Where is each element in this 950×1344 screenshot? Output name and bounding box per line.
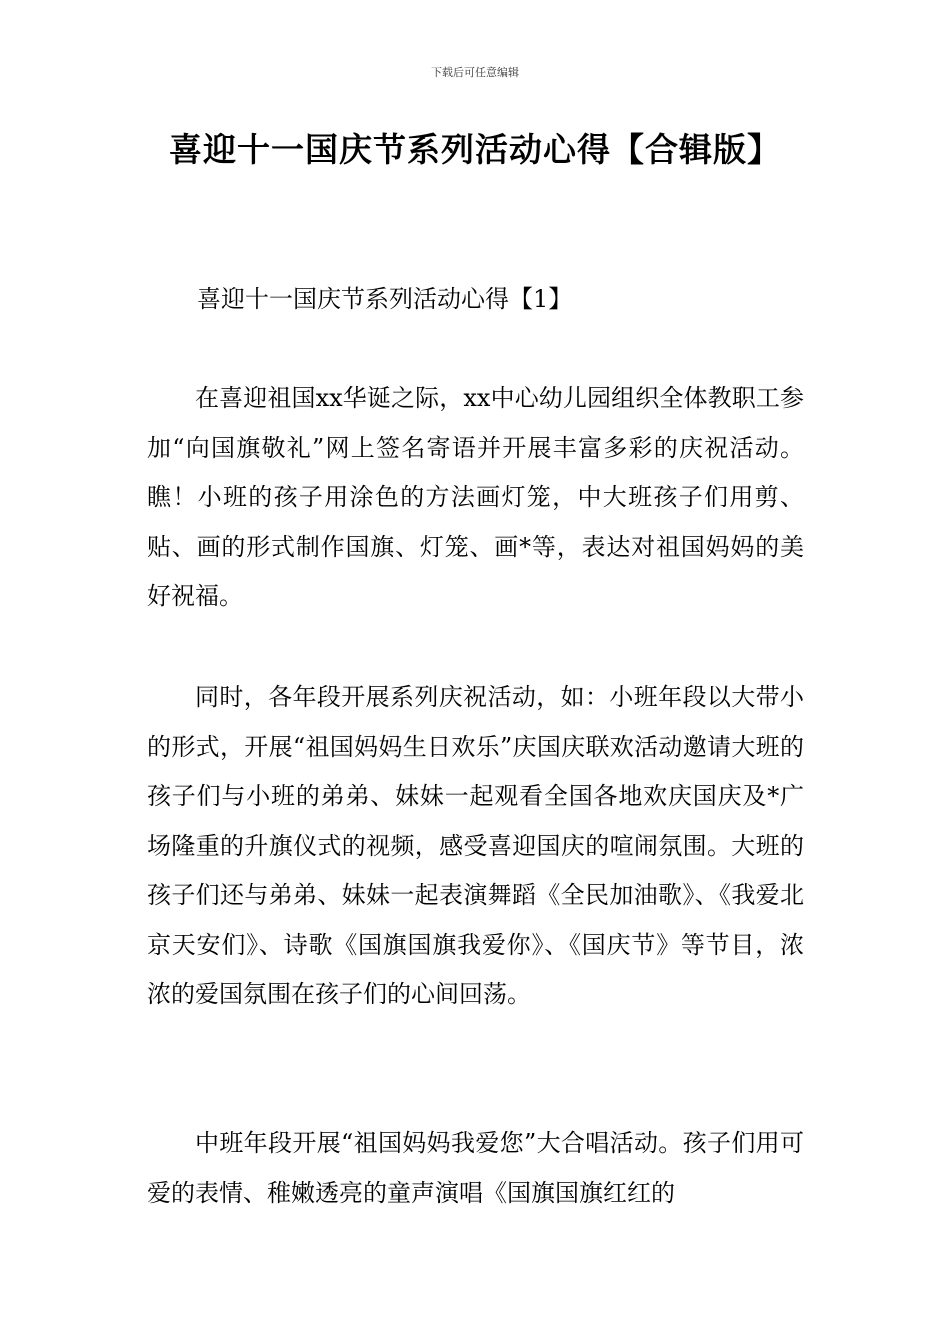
paragraph-2: 同时，各年段开展系列庆祝活动，如：小班年段以大带小的形式，开展“祖国妈妈生日欢乐”庆国庆联欢活动邀请大班的孩子们与小班的弟弟、妹妹一起观看全国各地欢庆国庆及*广场隆重的升旗仪式的视频，感受喜迎国庆的喧闹氛围。大班的孩子们还与弟弟、妹妹一起表演舞蹈《全民加油歌》、《我爱北京天安们》、诗歌《国旗国旗我爱你》、《国庆节》等节目，浓浓的爱国氛围在孩子们的心间回荡。 (147, 683, 804, 1008)
section-heading: 喜迎十一国庆节系列活动心得【1】 (197, 285, 573, 313)
header-note: 下载后可任意编辑 (431, 66, 519, 79)
paragraph-3: 中班年段开展“祖国妈妈我爱您”大合唱活动。孩子们用可爱的表情、稚嫩透亮的童声演唱《国旗国旗红红的 (147, 1129, 804, 1207)
paragraph-1: 在喜迎祖国xx华诞之际，xx中心幼儿园组织全体教职工参加“向国旗敬礼”网上签名寄语并开展丰富多彩的庆祝活动。瞧！小班的孩子用涂色的方法画灯笼，中大班孩子们用剪、贴、画的形式制作国旗、灯笼、画*等，表达对祖国妈妈的美好祝福。 (147, 384, 804, 610)
document-title: 喜迎十一国庆节系列活动心得【合辑版】 (169, 130, 781, 169)
